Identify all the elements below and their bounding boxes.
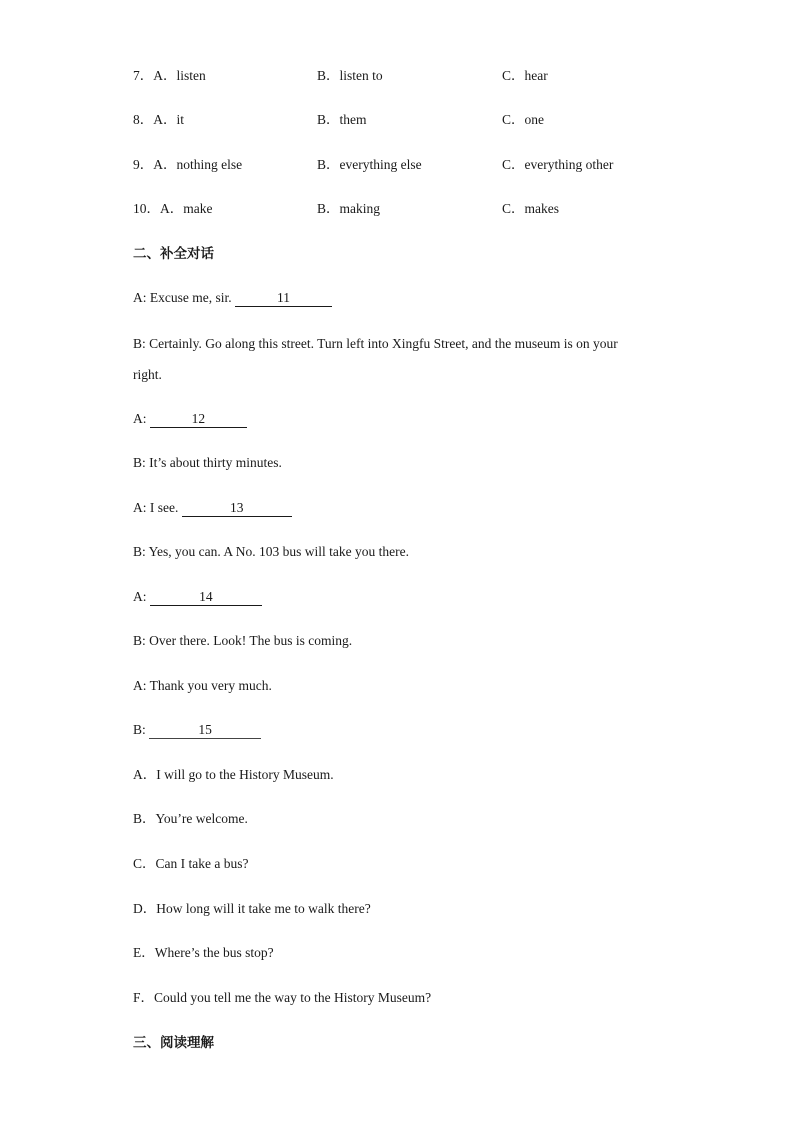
choice-c: C．Can I take a bus? — [133, 856, 249, 871]
choice-f: F．Could you tell me the way to the History Museum? — [133, 990, 432, 1005]
question-10-options — [133, 199, 733, 219]
speaker-label: B: — [133, 633, 146, 648]
option-c: C．makes — [502, 201, 559, 216]
question-number: 8． — [133, 112, 154, 127]
speaker-label: A: — [133, 589, 147, 604]
dialogue-line-14 — [133, 587, 663, 607]
answer-blank[interactable] — [150, 411, 247, 428]
option-a — [133, 155, 242, 175]
question-7-options — [133, 66, 733, 86]
blank-number: 14 — [199, 589, 213, 604]
dialogue-text: Excuse me, sir. — [149, 290, 232, 305]
option-b: B．them — [317, 112, 367, 127]
speaker-label: A: — [133, 411, 147, 426]
dialogue-line-b3 — [133, 542, 663, 562]
speaker-label: A: — [133, 290, 147, 305]
dialogue-line-12 — [133, 409, 663, 429]
speaker-label: B: — [133, 722, 146, 737]
speaker-label: B: — [133, 455, 146, 470]
blank-number: 15 — [198, 722, 212, 737]
option-c: C．everything other — [502, 157, 614, 172]
option-c: C．one — [502, 112, 544, 127]
speaker-label: A: — [133, 500, 147, 515]
dialogue-line-11 — [133, 288, 663, 308]
choice-d: D．How long will it take me to walk there? — [133, 901, 371, 916]
answer-blank[interactable] — [182, 500, 292, 517]
dialogue-text: Thank you very much. — [149, 678, 272, 693]
answer-blank[interactable] — [235, 290, 332, 307]
question-number: 10． — [133, 201, 160, 216]
section-heading-dialogue: 二、补全对话 — [133, 246, 214, 262]
blank-number: 13 — [229, 500, 244, 515]
speaker-label: B: — [133, 336, 146, 351]
choice-b: B．You’re welcome. — [133, 811, 248, 826]
choice-e: E．Where’s the bus stop? — [133, 945, 274, 960]
option-b: B．listen to — [317, 68, 383, 83]
question-number: 9． — [133, 157, 154, 172]
dialogue-text: Over there. Look! The bus is coming. — [149, 633, 353, 648]
question-number: 7． — [133, 68, 154, 83]
dialogue-line-15 — [133, 720, 663, 740]
question-9-options — [133, 155, 733, 175]
option-b: B．everything else — [317, 157, 422, 172]
option-b: B．making — [317, 201, 380, 216]
speaker-label: A: — [133, 678, 147, 693]
dialogue-text: Certainly. Go along this street. Turn left into Xingfu Street, and the museum is on your right. — [133, 336, 618, 382]
answer-blank[interactable] — [150, 589, 262, 606]
option-a — [133, 110, 184, 130]
dialogue-line-b1 — [133, 328, 643, 390]
question-8-options — [133, 110, 733, 130]
blank-number: 12 — [191, 411, 206, 426]
dialogue-text: Yes, you can. A No. 103 bus will take you there. — [148, 544, 409, 559]
answer-blank[interactable] — [149, 722, 261, 739]
dialogue-line-b2 — [133, 453, 663, 473]
speaker-label: B: — [133, 544, 146, 559]
dialogue-text: I see. — [149, 500, 179, 515]
option-a-text: A．it — [153, 112, 185, 127]
dialogue-text: It’s about thirty minutes. — [149, 455, 282, 470]
dialogue-line-b4 — [133, 631, 663, 651]
option-a-text: A．make — [160, 201, 213, 216]
option-a — [133, 66, 206, 86]
dialogue-line-13 — [133, 498, 663, 518]
section-heading-reading: 三、阅读理解 — [133, 1035, 214, 1051]
option-a-text: A．listen — [153, 68, 206, 83]
dialogue-line-a5 — [133, 676, 663, 696]
blank-number: 11 — [276, 290, 290, 305]
option-a-text: A．nothing else — [153, 157, 243, 172]
option-a — [133, 199, 212, 219]
option-c: C．hear — [502, 68, 548, 83]
choice-a: A．I will go to the History Museum. — [133, 767, 334, 782]
